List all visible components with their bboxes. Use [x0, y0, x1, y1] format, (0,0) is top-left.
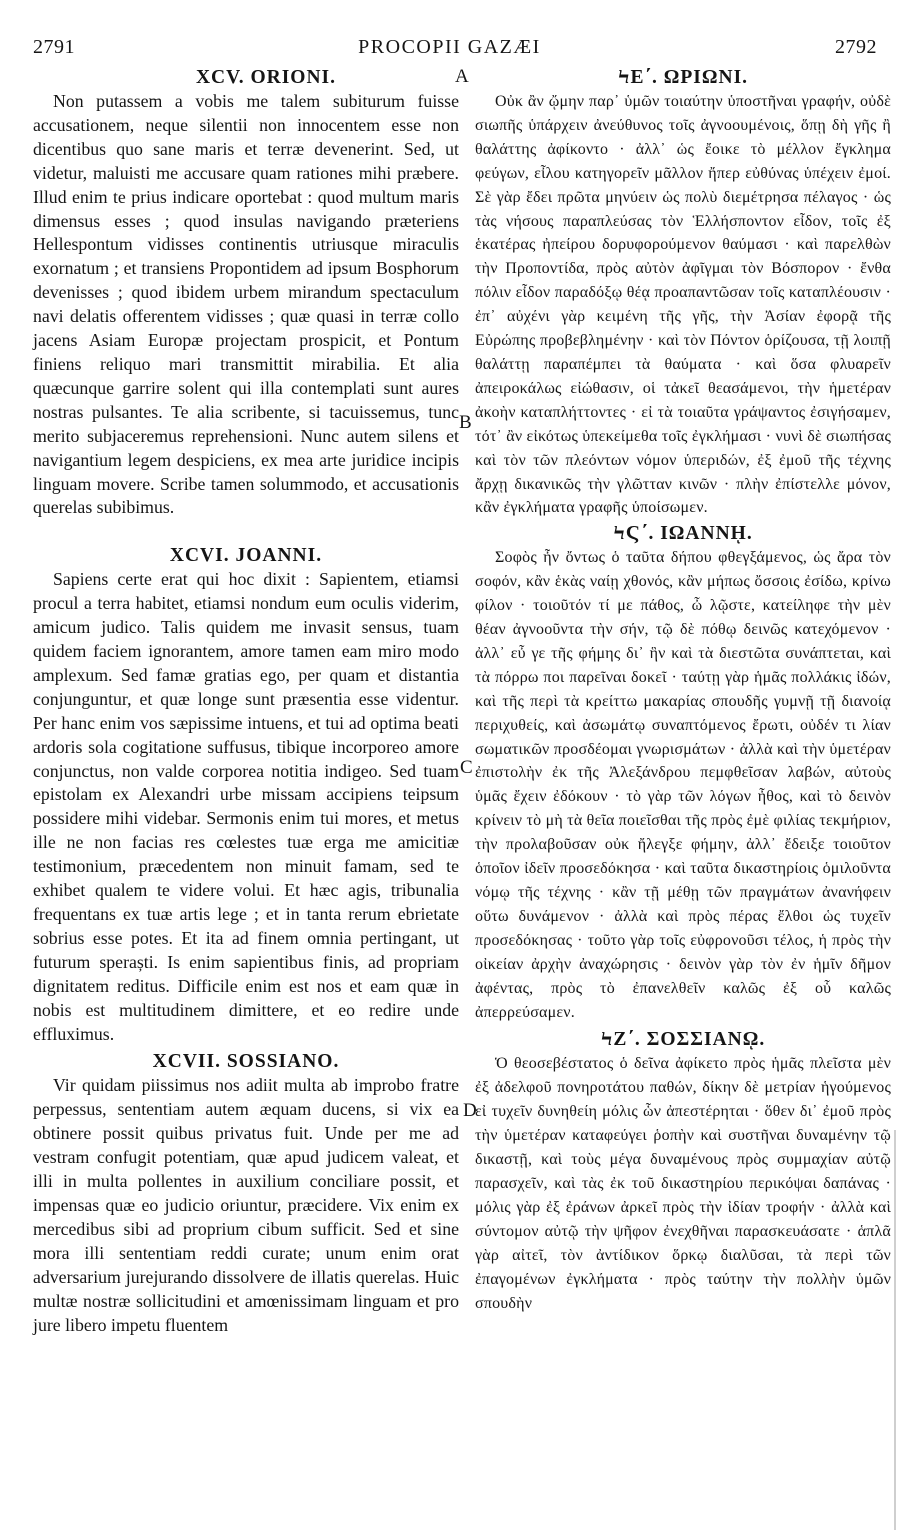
greek-letter-96-text: Σοφὸς ἦν ὄντως ὁ ταῦτα δήπου φθεγξάμενος, ὡς ἄρα τὸν σοφόν, κἂν ἑκὰς ναίῃ χθονός, κἂν μήπως ὄσσοις ἐσίδω, κρίνω φίλον · τοιοῦτόν τί με πάθος, ὦ λῷστε, κατείληφε τὴν μὲν θέαν ἀγνοοῦντα τὴν σήν, τῷ δὲ πόθῳ δεινῶς κατεχόμενον · ἀλλ᾽ εὖ γε τῆς φήμης δι᾽ ἣν καὶ τὰ διεστῶτα συνάπτεται, καὶ τὰ πόρρω ποι παρεῖναι δοκεῖ · ταύτῃ γὰρ ἡμᾶς πολλάκις ἰδών, καὶ τῆς περὶ τὰ κρείττω μακαρίας σπουδῆς γυμνῇ τῇ διανοίᾳ περιχυθείς, καὶ ἀσωμάτῳ συναπτόμενος ἔρωτι, οὐδέν τι λίαν σωματικῶν προσδέομαι γνωρισμάτων · ἀλλὰ καὶ τὴν ὑμετέραν ἐπιστολὴν ἐκ τῆς Ἀλεξάνδρου πεμφθεῖσαν λαβών, αὐτοὺς ὑμᾶς ἔχειν ἐδόκουν · τὸ γὰρ τῶν λόγων ἦθος, καὶ τὸ δεινὸν κρίνειν τὸ μὴ τὰ θεῖα ποιεῖσθαι τῆς πρὸς ἐμὲ φιλίας τεκμήριον, τὴν προλαβοῦσαν οὐκ ἤλεγξε φήμην, ἀλλ᾽ ἔδειξε τοιοῦτον ὁποῖον ἰδεῖν προσεδόκησα · καὶ ταῦτα δικαστηρίοις ὁμιλοῦντα νόμῳ τῆς τέχνης · κἂν τῇ μέθῃ τῶν πραγμάτων ἀνανήφειν οὕτω δυνάμενον · ἀλλὰ καὶ πρὸς πέρας ἔλθοι ὡς τυχεῖν προσεδόκησας · τοῦτο γὰρ τοῖς εὐφρονοῦσι τέλος, ἡ πρὸς τὴν οἰκείαν ἀρχὴν ἀναχώρησις · δεινὸν γὰρ τὸν ἐν ἡμῖν δῆμον ἀφέντας, πρὸς τὸ ἐπανελθεῖν καλῶς ἐξ οὗ καλῶς ἀπερρεύσαμεν.: [475, 549, 891, 1021]
left-page-number: 2791: [33, 36, 75, 58]
greek-column: [475, 66, 891, 1315]
greek-letter-96-title: ϞϚ΄. ΙΩΑΝΝῌ.: [613, 523, 753, 545]
greek-letter-96: [475, 522, 891, 1024]
section-marker-b: B: [459, 412, 472, 433]
greek-letter-97: [475, 1028, 891, 1315]
section-marker-c: C: [460, 757, 473, 778]
latin-letter-96-title: XCVI. JOANNI.: [169, 545, 323, 567]
latin-letter-97-text: Vir quidam piissimus nos adiit multa ab improbo fratre perpessus, sententiam autem æquam ducens, si vix ea obtinere possit quibus privatus fuit. Unde per me ad vestram confugit potentiam, quæ apud judicem valeat, et illi in multa pollentes in auxilium conciliare possit, et impensas quæ eo judicio oriuntur, præcidere. Vix enim ex mercedibus sibi ad proprium cibum sufficit. Sed et sine mora illi sententiam reddi curate; unum enim orat adversarium jurejurando dissolvere de illatis querelas. Huic multæ nostræ sollicitudini et amœnissimam linguam et pro jure libero impetu fluentem: [33, 1075, 459, 1335]
latin-letter-95: [33, 66, 459, 520]
greek-letter-97-title: ϞΖ΄. ΣΟΣΣΙΑΝῼ.: [600, 1029, 766, 1051]
greek-letter-95-title: ϞΕ΄. ΩΡΙΩΝΙ.: [617, 67, 749, 88]
greek-letter-97-text: Ὁ θεοσεβέστατος ὁ δεῖνα ἀφίκετο πρὸς ἡμᾶς πλεῖστα μὲν ἐξ ἀδελφοῦ πονηροτάτου παθών, δίκην δὲ μετρίαν ἡγούμενος εἰ τυχεῖν δυνηθείη μόλις ὧν ἀπεστέρηται · ὅθεν δι᾽ ἐμοῦ πρὸς τὴν ὑμετέραν καταφεύγει ῥοπὴν καὶ συστῆναι δυναμένην τῷ δικαστῇ, καὶ τοὺς μέγα δυναμένους πρὸς συμμαχίαν αὐτῷ παρασχεῖν, καὶ τὰς ἐκ τοῦ δικαστηρίου περικόψαι δαπάνας · μόλις γὰρ ἐξ ἐράνων ἀρκεῖ πρὸς τὴν ἰδίαν τροφήν · ἀλλὰ καὶ σύντομον αὐτῷ τὴν ψῆφον ἐνεχθῆναι παρασκευάσατε · ἁπλᾶ γὰρ αἰτεῖ, τὸν ἀντίδικον ὅρκῳ διαλῦσαι, τὰ περὶ τῶν ἐπαγομένων ἐγκλήματα · πρὸς ταύτην τὴν πολλὴν ὑμῶν σπουδὴν: [475, 1055, 891, 1312]
latin-letter-96-text: Sapiens certe erat qui hoc dixit : Sapientem, etiamsi procul a terra habitet, etiamsi nondum eum oculis viderim, amicum judico. Talis quidem me invasit sensus, tuam quidem faciem ignorantem, amore tamen eam miro modo amplexum. Sed famæ gratias ego, per quam et distantia conjunguntur, et quæ longe sunt præsentia esse videntur. Per hanc enim vos sæpissime intuens, et tui ad optima beati ardoris sola cogitatione suffusus, tibique incorporeo amore conjunctus, non valde corporea notitia indigeo. Sed tuam epistolam ex Alexandri urbe missam accipiens teipsum possidere mihi videbar. Sermonis enim tui mores, et metus ille ne non facias res cœlestes tuæ erga me amicitiæ testimonium, præcedentem non minuit famam, sed te exhibet qualem te videre volui. Et hæc agis, tribunalia frequentans ex tuæ artis lege ; et in tanta rerum ebrietate sobrius esse potes. Et ita ad finem omnia pertingant, ut futurum speraști. Is enim sapientibus finis, ad propriam dignitatem reditus. Difficile enim est nos et eam quæ in nobis est multitudinem dimittere, et eo redire unde effluximus.: [33, 569, 459, 1044]
running-title: PROCOPII GAZÆI: [358, 36, 541, 58]
section-marker-d: D: [463, 1100, 477, 1121]
right-page-number: 2792: [835, 36, 877, 58]
latin-letter-95-text: Non putassem a vobis me talem subiturum fuisse accusationem, neque silentii non innocentem esse non dicentibus quo sane maris et terræ devenerint. Sed, ut videtur, maluisti me accusare quam rationes mihi præbere. Illud enim te prius indicare oportebat : quod multum maris dimensus esses ; quod insulas navigando præteriens Hellespontum vidisses continentis utriusque miraculis exornatum ; et transiens Propontidem ad ipsum Bosphorum devenisses ; quod ibidem urbem mirandum spectaculum navi delatis offerentem vidisses ; quæ quasi in terræ collo jacens Asiam Europæ projectam prospicit, et Pontum finiens reliquo mari transmittit mirabilia. Et alia quæcunque garrire solent qui illa contemplati sunt aures nostras pulsantes. Te alia scribente, si tacuissemus, tunc merito subjaceremus reprehensioni. Nunc autem silens et navigantium legem despiciens, ex mea arte juridice incipis linguam movere. Scribe tamen solummodo, et accusationis querelas subibimus.: [33, 91, 459, 518]
section-marker-a: A: [455, 66, 469, 87]
greek-letter-95-text: Οὐκ ἂν ᾤμην παρ᾽ ὑμῶν τοιαύτην ὑποστῆναι γραφήν, οὐδὲ σιωπῆς ὑπάρχειν ἀνεύθυνος τοῖς ἀγνοουμένοις, ὅπῃ δὴ γῆς ἢ θαλάττης ἀφίκοντο · ἀλλ᾽ ὡς ἔοικε τὸ μέλλον ἔγκλημα φεύγων, εἶλου κατηγορεῖν μᾶλλον ἤπερ εὐθύνας ὑπέχειν ἐμοί. Σὲ γὰρ ἔδει πρῶτα μηνύειν ὡς πολὺ διεμέτρησα πέλαγος · ὡς τὰς νήσους παραπλεύσας τὸν Ἑλλήσποντον εἶδον, τοῖς ἐξ ἑκατέρας ἠπείρου δορυφορούμενον θαύμασι · καὶ παρελθὼν τὴν Προποντίδα, πρὸς αὐτὸν ἀφῖγμαι τὸν Βόσπορον · ἔνθα πόλιν εἶδον παραδόξῳ θέᾳ προαπαντῶσαν τοῖς καταπλέουσιν · ἐπ᾽ αὐχένι γὰρ κειμένη τῆς γῆς, τὴν Ἀσίαν ἐφορᾷ τῆς Εὐρώπης προβεβλημένην · καὶ τὸν Πόντον ὁρίζουσα, τῇ λοιπῇ θαλάττῃ παραπέμπει τὰ θαύματα · καὶ ὅσα φλυαρεῖν ἀπειροκάλως εἰώθασιν, οἱ τἀκεῖ θεασάμενοι, τὴν ἡμετέραν ἀκοὴν καταπλήττοντες · εἰ τὰ τοιαῦτα γράψαντος ἐσιγήσαμεν, τότ᾽ ἂν εἰκότως ὑπεκείμεθα τοῖς ἐγκλήμασι · νυνὶ δὲ σιωπήσας καὶ τὸν τῶν πλεόντων νόμον ὑπεριδών, ἐξ ἐμοῦ τῆς τέχνης ἄρχῃ δικανικῶς τὴν γλῶτταν κινῶν · πλὴν ἐπίστελλε μόνον, κἂν ἐγκλήματα γραφῆς ὑποίσωμεν.: [475, 93, 891, 517]
page-edge-rule: [894, 1130, 896, 1530]
latin-letter-97-title: XCVII. SOSSIANO.: [152, 1051, 340, 1073]
latin-letter-95-title: XCV. ORIONI.: [195, 67, 337, 88]
latin-column: [33, 66, 459, 1337]
latin-letter-96: [33, 544, 459, 1046]
greek-letter-95: [475, 66, 891, 520]
latin-letter-97: [33, 1050, 459, 1337]
